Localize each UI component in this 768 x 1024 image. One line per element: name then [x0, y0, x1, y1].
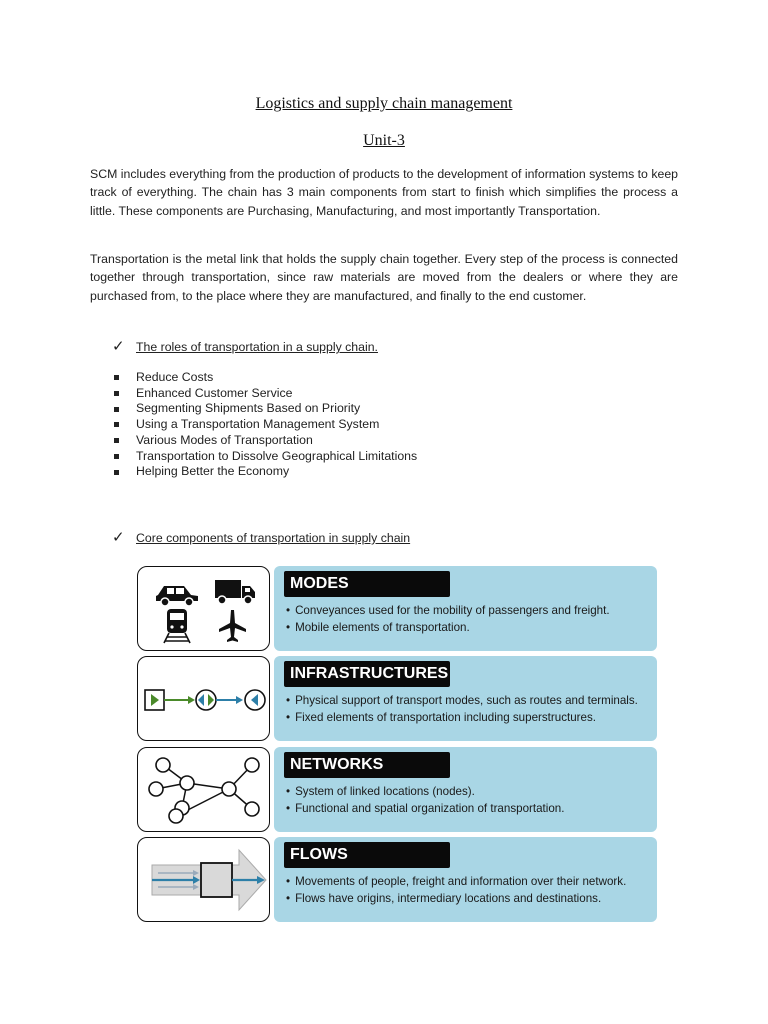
- network-nodes-icon: [137, 747, 270, 832]
- list-item: Helping Better the Economy: [112, 464, 417, 480]
- modes-description: [286, 602, 610, 636]
- square-bullet-icon: [114, 422, 119, 427]
- square-bullet-icon: [114, 375, 119, 380]
- core-heading: [112, 528, 410, 546]
- flow-arrows-icon: [137, 837, 270, 922]
- checkmark-icon: ✓: [112, 338, 125, 355]
- list-item: Using a Transportation Management System: [112, 417, 417, 433]
- core-heading-text: Core components of transportation in supply chain: [136, 531, 411, 545]
- square-bullet-icon: [114, 407, 119, 412]
- infrastructures-panel: [274, 656, 657, 741]
- terminal-route-icon: [137, 656, 270, 741]
- transportation-paragraph: Transportation is the metal link that holds the supply chain together. Every step of the process is connected together through transportation, since raw materials are moved from the dealers or where they are purchased from, to the place where they are manufactured, and finally to the end customer.: [90, 252, 678, 303]
- square-bullet-icon: [114, 470, 119, 475]
- networks-panel: [274, 747, 657, 832]
- list-item: Transportation to Dissolve Geographical Limitations: [112, 449, 417, 465]
- list-item: Segmenting Shipments Based on Priority: [112, 401, 417, 417]
- networks-label: NETWORKS: [284, 752, 450, 778]
- checkmark-icon: ✓: [112, 529, 125, 546]
- roles-heading: [112, 337, 378, 355]
- list-item: • Flows have origins, intermediary locations and destinations.: [286, 890, 626, 907]
- modes-panel: [274, 566, 657, 651]
- list-item: • System of linked locations (nodes).: [286, 783, 564, 800]
- list-item: • Fixed elements of transportation including superstructures.: [286, 709, 638, 726]
- document-title: Logistics and supply chain management: [255, 95, 513, 112]
- list-item: • Conveyances used for the mobility of passengers and freight.: [286, 602, 610, 619]
- flows-label: FLOWS: [284, 842, 450, 868]
- list-item: Various Modes of Transportation: [112, 433, 417, 449]
- vehicles-icon: [137, 566, 270, 651]
- list-item: Enhanced Customer Service: [112, 386, 417, 402]
- unit-title: Unit-3: [363, 132, 405, 149]
- square-bullet-icon: [114, 438, 119, 443]
- flows-description: [286, 873, 626, 907]
- infrastructures-description: [286, 692, 638, 726]
- list-item: • Mobile elements of transportation.: [286, 619, 610, 636]
- infrastructures-label: INFRASTRUCTURES: [284, 661, 450, 687]
- square-bullet-icon: [114, 454, 119, 459]
- roles-list: [112, 370, 417, 480]
- intro-paragraph: SCM includes everything from the production of products to the development of information systems to keep track of everything. The chain has 3 main components from start to finish which simplifies the process a little. These components are Purchasing, Manufacturing, and most importantly Transportation.: [90, 167, 678, 218]
- list-item: Reduce Costs: [112, 370, 417, 386]
- list-item: • Functional and spatial organization of transportation.: [286, 800, 564, 817]
- modes-label: MODES: [284, 571, 450, 597]
- square-bullet-icon: [114, 391, 119, 396]
- roles-heading-text: The roles of transportation in a supply chain.: [136, 340, 378, 354]
- flows-panel: [274, 837, 657, 922]
- list-item: • Movements of people, freight and information over their network.: [286, 873, 626, 890]
- networks-description: [286, 783, 564, 817]
- list-item: • Physical support of transport modes, such as routes and terminals.: [286, 692, 638, 709]
